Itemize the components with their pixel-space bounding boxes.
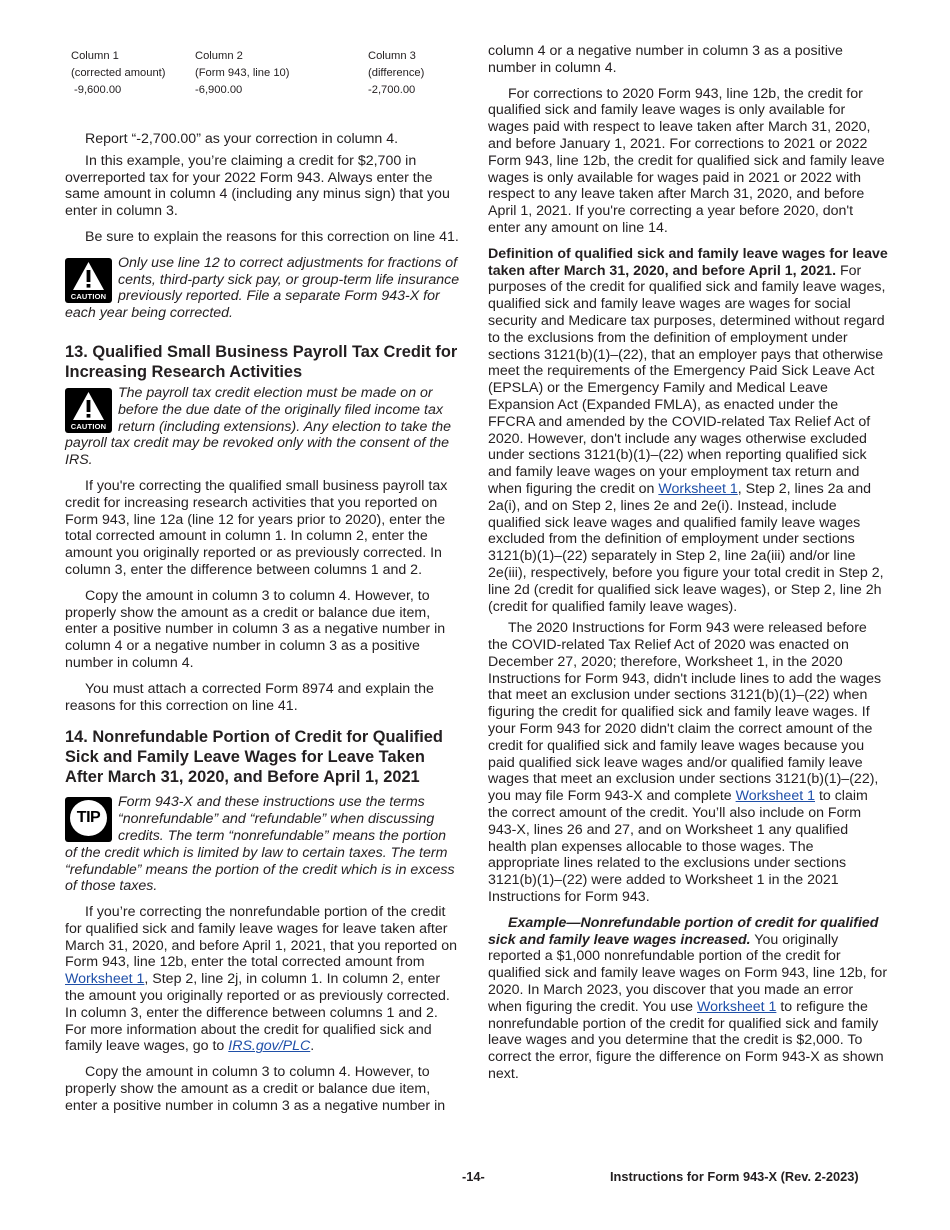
right-column [488,43,888,1083]
paragraph: Copy the amount in column 3 to column 4. However, to properly show the amount as a credit or balance due item, enter a positive number in column 3 as a negative number in [65,1064,446,1114]
worksheet-1-link[interactable]: Worksheet 1 [658,480,738,497]
caution-icon: CAUTION [65,258,112,303]
caution-text: Only use line 12 to correct adjustments for fractions of cents, third-party sick pay, or group-term life insurance previously reported. File a separate Form 943-X for each year being corrected. [65,254,460,322]
paragraph: Report “-2,700.00” as your correction in column 4. [85,131,399,147]
column-value: -2,700.00 [368,84,416,97]
column-header: Column 3 [368,50,416,62]
paragraph: For corrections to 2020 Form 943, line 12b, the credit for qualified sick and family leave wages is only available for wages paid with respect to leave taken after March 31, 2020, and before January 1, 2021. For corrections to 2021 or 2022 Form 943, line 12b, the credit for qualified sick and family leave wages is only available for wages paid in 2021 or 2022 with respect to any leave taken after March 31, 2020, and before April 1, 2021. If you're correcting a year before 2020, don't enter any amount on line 14. [488,85,885,236]
column-subheader: (difference) [368,67,425,80]
paragraph: column 4 or a negative number in column 3 as a positive number in column 4. [488,43,843,76]
paragraph: If you're correcting the qualified small business payroll tax credit for increasing research activities that you reported on Form 943, line 12a (line 12 for years prior to 2020), enter the total corrected amount in column 1. In column 2, enter the amount you originally reported or as previously corrected. In column 3, enter the difference between columns 1 and 2. [65,477,448,578]
column-value: -6,900.00 [195,84,243,97]
table-column-1 [71,48,166,100]
caution-notice [65,255,461,322]
caution-icon: CAUTION [65,388,112,433]
definition-paragraph: Definition of qualified sick and family leave wages for leave taken after March 31, 2020, and before April 1, 2021. For purposes of the credit for qualified sick and family leave wages, qualified sick and family leave wages are wages for social security and Medicare tax purposes, determined without regard to the exclusions from the definition of employment under sections 3121(b)(1)–(22), that an employer pays that otherwise meet the requirements of the Emergency Paid Sick Leave Act (EPSLA) or the Emergency Family and Medical Leave Expansion Act (Expanded FMLA), as enacted under the FFCRA and amended by the COVID-related Tax Relief Act of 2020. However, don't include any wages otherwise excluded under sections 3121(b)(1)–(22) when reporting qualified sick and family leave wages on your employment tax return and when figuring the credit on Worksheet 1, Step 2, lines 2a and 2a(i), and on Step 2, lines 2e and 2e(i). Instead, include qualified sick leave wages and qualified family leave wages excluded from the definition of employment under sections 3121(b)(1)–(22) separately in Step 2, line 2a(iii) and/or line 2e(iii), respectively, before you figure your total credit in Step 2, line 2d (credit for qualified sick leave wages), or Step 2, line 2h (credit for qualified family leave wages). [488,245,888,615]
tip-text: Form 943-X and these instructions use the terms “nonrefundable” and “refundable” when discussing credits. The term “nonrefundable” means the portion of the credit which is limited by law to certain taxes. The term “refundable” means the portion of the credit which is in excess of those taxes. [65,794,455,895]
example-paragraph: Example—Nonrefundable portion of credit for qualified sick and family leave wages increased. You originally reported a $1,000 nonrefundable portion of the credit for qualified sick and family leave wages on Form 943, line 12b, for 2020. In March 2023, you discover that you made an error when figuring the credit. You use Worksheet 1 to refigure the nonrefundable portion of the credit for qualified sick and family leave wages and you determine that the credit is $2,000. To correct the error, figure the difference on Form 943-X as shown next. [488,914,888,1083]
table-column-3 [368,48,424,100]
tip-icon: TIP [65,797,112,842]
column-subheader: (corrected amount) [71,67,166,80]
worksheet-1-link[interactable]: Worksheet 1 [65,971,145,988]
column-value: -9,600.00 [74,84,122,97]
paragraph: You must attach a corrected Form 8974 and explain the reasons for this correction on line 41. [65,680,434,714]
section-heading-13: 13. Qualified Small Business Payroll Tax Credit for Increasing Research Activities [65,342,458,381]
section-heading-14: 14. Nonrefundable Portion of Credit for Qualified Sick and Family Leave Wages for Leave Taken After March 31, 2020, and Before April 1, 2021 [65,728,443,787]
caution-text: The payroll tax credit election must be made on or before the due date of the originally filed income tax return (including extensions). Any election to take the payroll tax credit may be revoked only with the consent of the IRS. [65,384,452,469]
caution-notice [65,385,461,469]
column-subheader: (Form 943, line 10) [195,67,290,80]
document-title: Instructions for Form 943-X (Rev. 2-2023) [610,1169,859,1184]
irs-plc-link[interactable]: IRS.gov/PLC [228,1038,311,1055]
column-header: Column 1 [71,50,119,62]
page-number: -14- [462,1169,485,1184]
left-column [65,131,461,1115]
paragraph: The 2020 Instructions for Form 943 were released before the COVID-related Tax Relief Act of 2020 was enacted on December 27, 2020; therefore, Worksheet 1, in the 2020 Instructions for Form 943, didn't include lines to add the wages that meet an exclusion under sections 3121(b)(1)–(22) when figuring the credit for qualified sick and family leave wages. If your Form 943 for 2020 didn't claim the correct amount of the credit for qualified sick and family leave wages because you paid qualified sick leave wages and/or qualified family leave wages that meet an exclusion under sections 3121(b)(1)–(22), you may file Form 943-X and complete Worksheet 1 to claim the correct amount of the credit. You’ll also include on Form 943-X, lines 26 and 27, and on Worksheet 1 any qualified health plan expenses allocable to those wages. The appropriate lines related to the exclusions under sections 3121(b)(1)–(22) were added to Worksheet 1 in the 2021 Instructions for Form 943. [488,620,882,906]
paragraph: If you’re correcting the nonrefundable portion of the credit for qualified sick and family leave wages for leave taken after March 31, 2020, and before April 1, 2021, that you reported on Form 943, line 12b, enter the total corrected amount from Worksheet 1, Step 2, line 2j, in column 1. In column 2, enter the amount you originally reported or as previously corrected. In column 3, enter the difference between columns 1 and 2. For more information about the credit for qualified sick and family leave wages, go to IRS.gov/PLC. [65,904,457,1055]
paragraph: Be sure to explain the reasons for this correction on line 41. [85,228,459,245]
worksheet-1-link[interactable]: Worksheet 1 [735,788,815,805]
table-column-2 [195,48,290,100]
column-header: Column 2 [195,50,243,62]
worksheet-1-link[interactable]: Worksheet 1 [697,998,777,1015]
paragraph: Copy the amount in column 3 to column 4. However, to properly show the amount as a credit or balance due item, enter a positive number in column 3 as a negative number in column 4 or a negative number in column 3 as a positive number in column 4. [65,587,446,671]
example-runin-heading: Example—Nonrefundable portion of credit for qualified sick and family leave wages increased. [488,914,879,948]
tip-notice [65,794,461,895]
paragraph: In this example, you’re claiming a credit for $2,700 in overreported tax for your 2022 Form 943. Always enter the same amount in column 4 (including any minus sign) that you enter in column 3. [65,152,450,220]
definition-runin-heading: Definition of qualified sick and family leave wages for leave taken after March 31, 2020, and before April 1, 2021. [488,245,888,279]
